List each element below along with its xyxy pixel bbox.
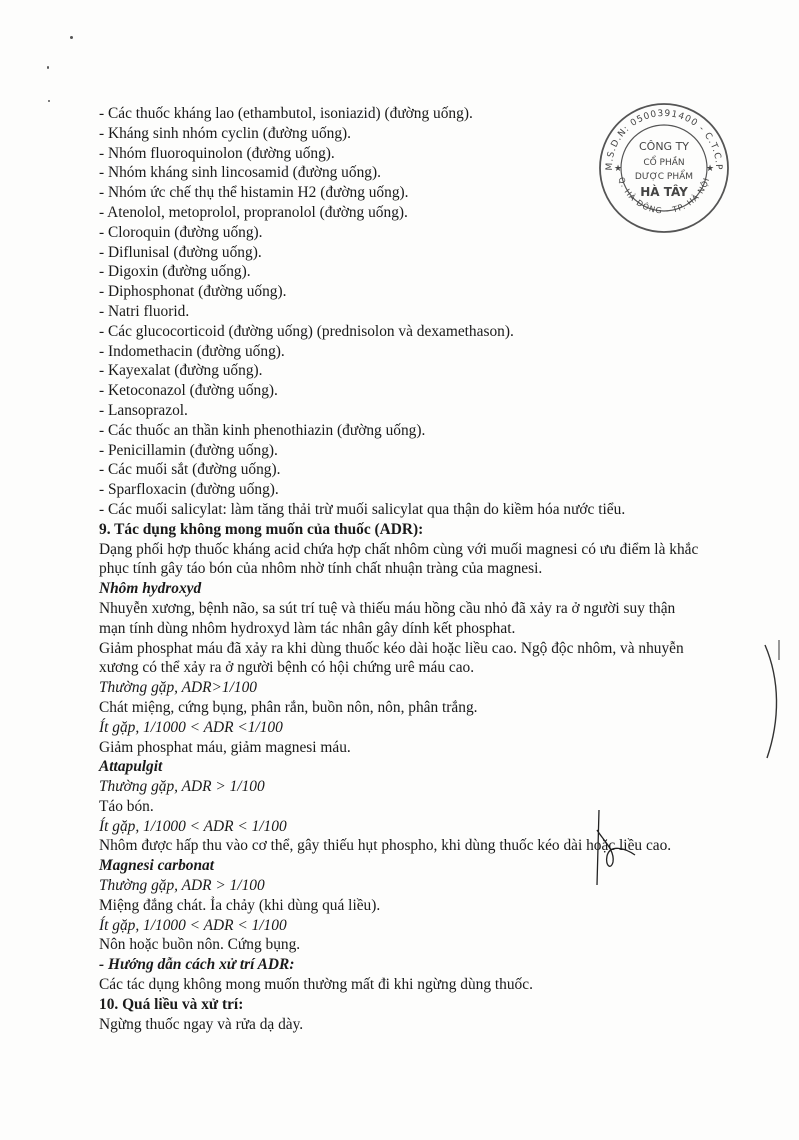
interaction-list-item: - Atenolol, metoprolol, propranolol (đường uống).: [99, 203, 408, 221]
atta-common-label: Thường gặp, ADR > 1/100: [99, 778, 265, 796]
interaction-list-item: - Các thuốc kháng lao (ethambutol, isoniazid) (đường uống).: [99, 105, 473, 122]
stamp-line-2: CỔ PHẦN: [643, 158, 685, 168]
nhom-paragraph-1-line-2: mạn tính dùng nhôm hydroxyd làm tác nhân gây dính kết phosphat.: [99, 619, 516, 637]
nhom-rare-label: Ít gặp, 1/1000 < ADR <1/100: [99, 718, 283, 736]
stamp-line-3: DƯỢC PHẨM: [634, 172, 694, 182]
interaction-list-item: - Các muối salicylat: làm tăng thải trừ muối salicylat qua thận do kiềm hóa nước tiểu.: [99, 500, 626, 518]
subheading-nhom-hydroxyd: Nhôm hydroxyd: [99, 580, 202, 598]
nhom-paragraph-1-line-1: Nhuyễn xương, bệnh não, sa sút trí tuệ và thiếu máu hồng cầu nhỏ đã xảy ra ở người suy thận: [99, 599, 676, 617]
atta-rare-label: Ít gặp, 1/1000 < ADR < 1/100: [99, 817, 287, 835]
nhom-rare-text: Giảm phosphat máu, giảm magnesi máu.: [99, 738, 351, 756]
interaction-list-item: - Các glucocorticoid (đường uống) (prednisolon và dexamethason).: [99, 322, 514, 340]
interaction-list-item: - Natri fluorid.: [99, 302, 190, 320]
interaction-list-item: - Kháng sinh nhóm cyclin (đường uống).: [99, 124, 352, 142]
subheading-magnesi-carbonat: Magnesi carbonat: [99, 857, 215, 875]
mg-rare-label: Ít gặp, 1/1000 < ADR < 1/100: [99, 916, 287, 934]
scan-speck: [48, 100, 50, 102]
interaction-list-item: - Indomethacin (đường uống).: [99, 342, 285, 360]
nhom-paragraph-2-line-1: Giảm phosphat máu đã xảy ra khi dùng thuốc kéo dài hoặc liều cao. Ngộ độc nhôm, và nhuyễn: [99, 639, 684, 657]
interaction-list-item: - Nhóm fluoroquinolon (đường uống).: [99, 144, 335, 162]
interaction-list-item: - Cloroquin (đường uống).: [99, 223, 263, 241]
section-9-intro-line-1: Dạng phối hợp thuốc kháng acid chứa hợp chất nhôm cùng với muối magnesi có ưu điểm là khắc: [99, 540, 699, 558]
drug-interaction-list: [99, 104, 759, 520]
stamp-star: ★: [706, 163, 715, 173]
mg-rare-text: Nôn hoặc buồn nôn. Cứng bụng.: [99, 936, 301, 954]
interaction-list-item: - Diphosphonat (đường uống).: [99, 283, 287, 301]
atta-rare-text: Nhôm được hấp thu vào cơ thể, gây thiếu hụt phospho, khi dùng thuốc kéo dài hoặc liều cao.: [99, 837, 672, 855]
section-10-heading: 10. Quá liều và xử trí:: [99, 995, 244, 1013]
nhom-common-text: Chát miệng, cứng bụng, phân rắn, buồn nôn, nôn, phân trắng.: [99, 698, 478, 716]
interaction-list-item: - Lansoprazol.: [99, 401, 188, 419]
stamp-ring-bottom: Q. HÀ ĐÔNG - TP. HÀ NỘI: [616, 176, 712, 216]
adr-guide-heading: - Hướng dẫn cách xử trí ADR:: [99, 956, 295, 974]
mg-common-label: Thường gặp, ADR > 1/100: [99, 877, 265, 895]
section-9-intro-line-2: phục tính gây táo bón của nhôm nhờ tính chất nhuận tràng của magnesi.: [99, 560, 543, 578]
document-body: [99, 104, 759, 1034]
interaction-list-item: - Các thuốc an thần kinh phenothiazin (đường uống).: [99, 421, 426, 439]
atta-common-text: Táo bón.: [99, 797, 154, 815]
interaction-list-item: - Nhóm kháng sinh lincosamid (đường uống).: [99, 164, 381, 182]
interaction-list-item: - Nhóm ức chế thụ thể histamin H2 (đường uống).: [99, 184, 409, 202]
stamp-star: ★: [614, 163, 623, 173]
interaction-list-item: - Digoxin (đường uống).: [99, 263, 251, 281]
stamp-ring-top: M.S.D.N: 0500391400 - C.T.C.P: [604, 108, 724, 171]
stamp-line-1: CÔNG TY: [638, 140, 690, 153]
interaction-list-item: - Kayexalat (đường uống).: [99, 362, 263, 380]
stamp-line-4: HÀ TÂY: [640, 185, 688, 199]
interaction-list-item: - Diflunisal (đường uống).: [99, 243, 262, 261]
nhom-paragraph-2-line-2: xương có thể xảy ra ở người bệnh có hội chứng urê máu cao.: [99, 659, 475, 677]
nhom-common-label: Thường gặp, ADR>1/100: [99, 679, 257, 697]
interaction-list-item: - Ketoconazol (đường uống).: [99, 382, 278, 400]
interaction-list-item: - Sparfloxacin (đường uống).: [99, 481, 279, 499]
subheading-attapulgit: Attapulgit: [99, 758, 163, 776]
adr-guide-text: Các tác dụng không mong muốn thường mất đi khi ngừng dùng thuốc.: [99, 976, 533, 994]
scan-speck: [47, 66, 49, 69]
scan-speck: [70, 36, 73, 39]
interaction-list-item: - Penicillamin (đường uống).: [99, 441, 278, 459]
section-10-text: Ngừng thuốc ngay và rửa dạ dày.: [99, 1015, 304, 1033]
mg-common-text: Miệng đắng chát. Ỉa chảy (khi dùng quá liều).: [99, 896, 381, 914]
section-9-heading: 9. Tác dụng không mong muốn của thuốc (ADR):: [99, 520, 424, 538]
interaction-list-item: - Các muối sắt (đường uống).: [99, 461, 281, 479]
